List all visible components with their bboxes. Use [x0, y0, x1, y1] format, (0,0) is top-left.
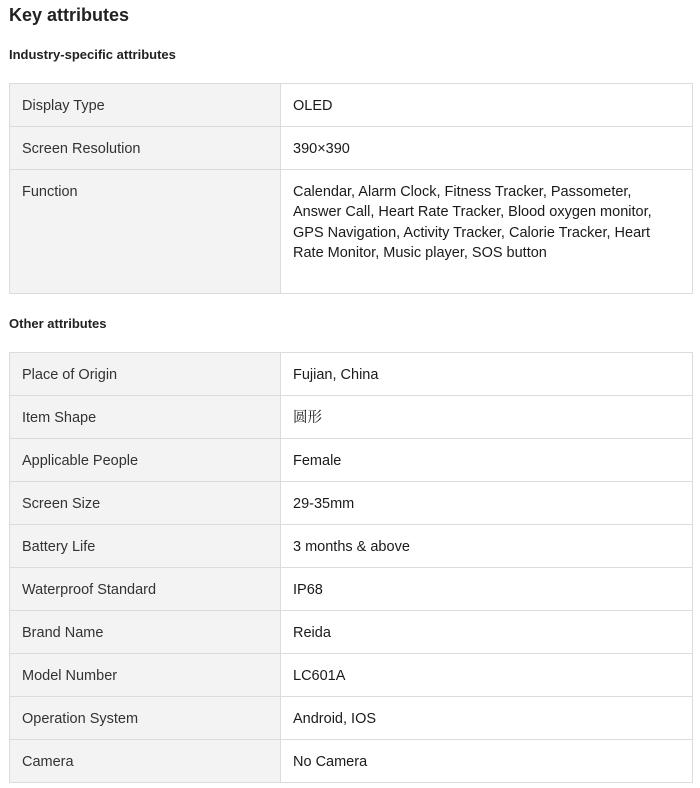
other-attributes-table: [9, 352, 693, 783]
table-row: [10, 84, 693, 127]
table-row: [10, 568, 693, 611]
other-section-title: Other attributes: [9, 316, 107, 331]
attribute-key: Model Number: [10, 654, 281, 697]
attribute-value: LC601A: [281, 654, 693, 697]
attribute-value: Android, IOS: [281, 697, 693, 740]
table-row: [10, 525, 693, 568]
table-row: [10, 697, 693, 740]
attribute-key: Brand Name: [10, 611, 281, 654]
attribute-value: Reida: [281, 611, 693, 654]
attribute-key: Screen Size: [10, 482, 281, 525]
attribute-value: 390×390: [281, 127, 693, 170]
page-title: Key attributes: [9, 5, 130, 25]
attribute-key: Battery Life: [10, 525, 281, 568]
attribute-key: Camera: [10, 740, 281, 783]
attribute-key: Display Type: [10, 84, 281, 127]
attribute-value: 3 months & above: [281, 525, 693, 568]
attribute-key: Applicable People: [10, 439, 281, 482]
attribute-key: Item Shape: [10, 396, 281, 439]
table-row: [10, 353, 693, 396]
table-row: [10, 127, 693, 170]
attribute-value: 29-35mm: [281, 482, 693, 525]
attribute-value: OLED: [281, 84, 693, 127]
table-row: [10, 482, 693, 525]
table-row: [10, 396, 693, 439]
attribute-value: Calendar, Alarm Clock, Fitness Tracker, Passometer, Answer Call, Heart Rate Tracker, Blood oxygen monitor, GPS Navigation, Activity Tracker, Calorie Tracker, Heart Rate Monitor, Music player, SOS button: [281, 170, 693, 294]
attribute-key: Place of Origin: [10, 353, 281, 396]
table-row: [10, 439, 693, 482]
attribute-value: IP68: [281, 568, 693, 611]
attribute-value: 圆形: [281, 396, 693, 439]
table-row: [10, 611, 693, 654]
attribute-value: Female: [281, 439, 693, 482]
attribute-key: Screen Resolution: [10, 127, 281, 170]
attribute-key: Waterproof Standard: [10, 568, 281, 611]
industry-section-title: Industry-specific attributes: [9, 47, 176, 62]
attribute-value: No Camera: [281, 740, 693, 783]
industry-attributes-table: [9, 83, 693, 294]
attribute-key: Function: [10, 170, 281, 294]
attribute-key: Operation System: [10, 697, 281, 740]
table-row: [10, 170, 693, 294]
table-row: [10, 654, 693, 697]
attribute-value: Fujian, China: [281, 353, 693, 396]
table-row: [10, 740, 693, 783]
